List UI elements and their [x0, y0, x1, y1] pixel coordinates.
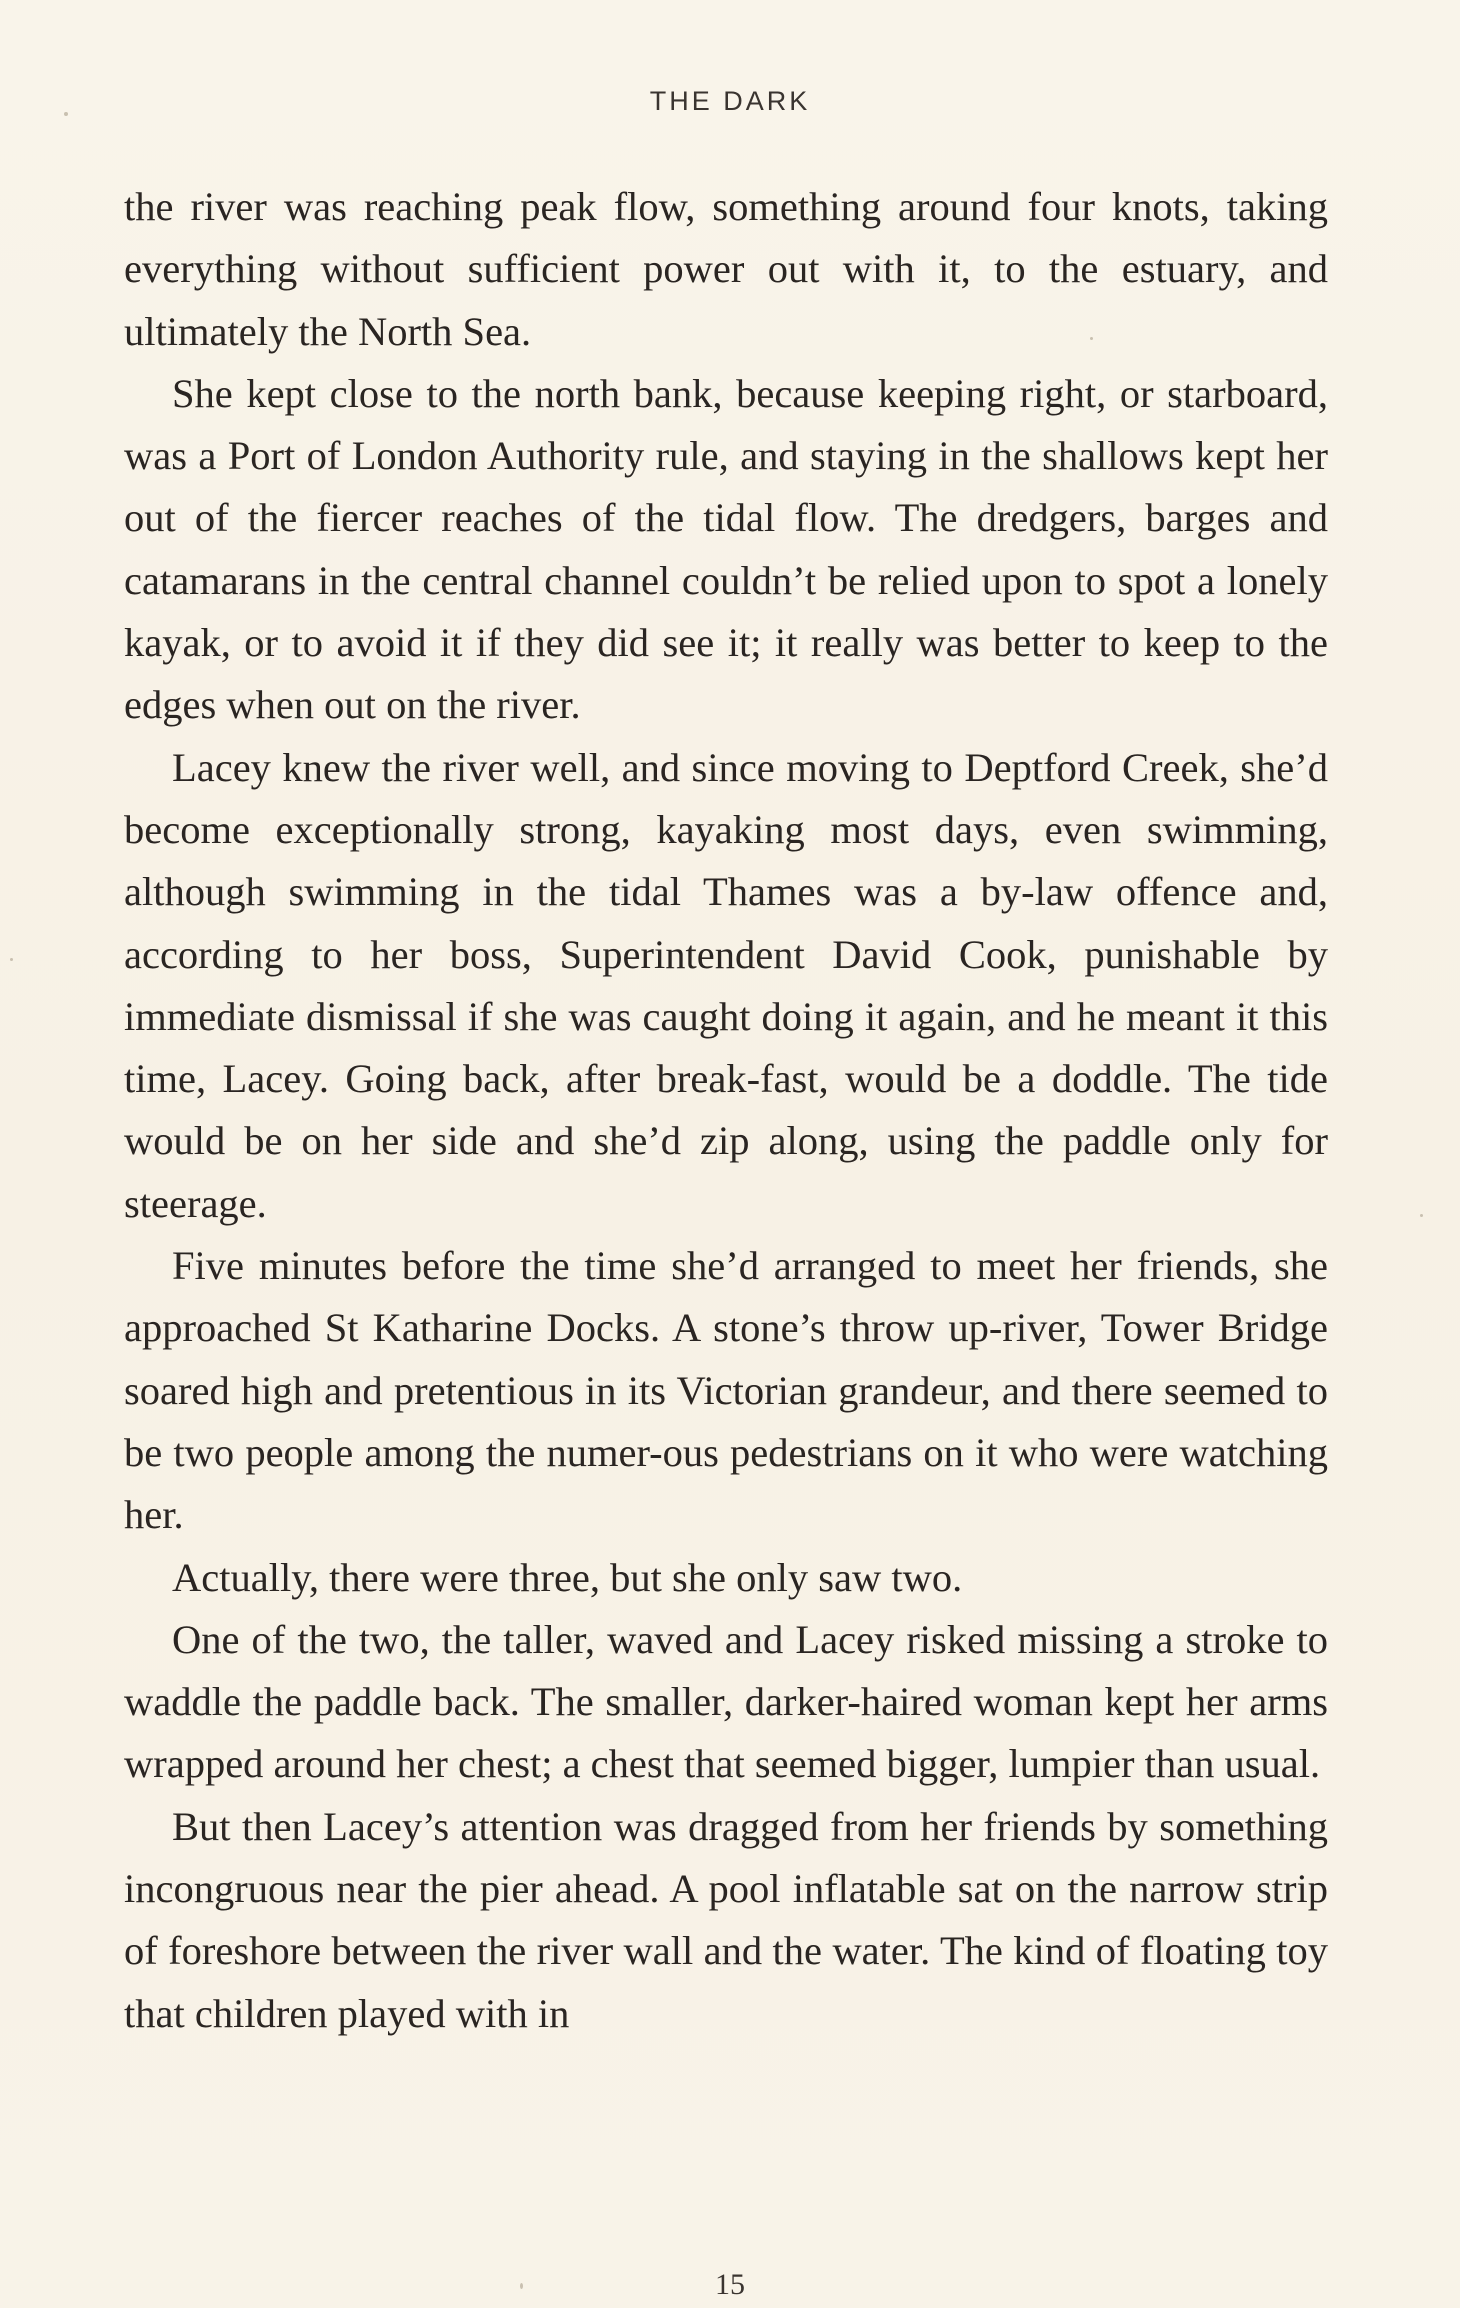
- paper-speck: [10, 958, 13, 961]
- paragraph: Lacey knew the river well, and since moving to Deptford Creek, she’d become exceptionally strong, kayaking most days, even swimming, although swimming in the tidal Thames was a by-law offence and, according to her boss, Superintendent David Cook, punishable by immediate dismissal if she was caught doing it again, and he meant it this time, Lacey. Going back, after break-fast, would be a doddle. The tide would be on her side and she’d zip along, using the paddle only for steerage.: [124, 744, 1328, 1226]
- running-head: THE DARK: [649, 86, 811, 116]
- paper-speck: [64, 112, 68, 116]
- paragraph: Actually, there were three, but she only saw two.: [172, 1554, 963, 1600]
- paper-speck: [520, 2283, 523, 2289]
- body-text: [124, 176, 1328, 2045]
- paper-speck: [1420, 1214, 1423, 1217]
- paragraph: the river was reaching peak flow, something around four knots, taking everything without sufficient power out with it, to the estuary, and ultimately the North Sea.: [124, 184, 1328, 354]
- paragraph: But then Lacey’s attention was dragged from her friends by something incongruous near the pier ahead. A pool inflatable sat on the narrow strip of foreshore between the river wall and the water. The kind of floating toy that children played with in: [124, 1803, 1328, 2036]
- page-number: 15: [715, 2268, 745, 2301]
- paragraph: Five minutes before the time she’d arranged to meet her friends, she approached St Katharine Docks. A stone’s throw up-river, Tower Bridge soared high and pretentious in its Victorian grandeur, and there seemed to be two people among the numer-ous pedestrians on it who were watching her.: [124, 1243, 1328, 1538]
- paper-speck: [1090, 337, 1093, 340]
- paragraph: One of the two, the taller, waved and Lacey risked missing a stroke to waddle the paddle back. The smaller, darker-haired woman kept her arms wrapped around her chest; a chest that seemed bigger, lumpier than usual.: [124, 1616, 1328, 1787]
- paragraph: She kept close to the north bank, because keeping right, or starboard, was a Port of London Authority rule, and staying in the shallows kept her out of the fiercer reaches of the tidal flow. The dredgers, barges and catamarans in the central channel couldn’t be relied upon to spot a lonely kayak, or to avoid it if they did see it; it really was better to keep to the edges when out on the river.: [124, 370, 1328, 728]
